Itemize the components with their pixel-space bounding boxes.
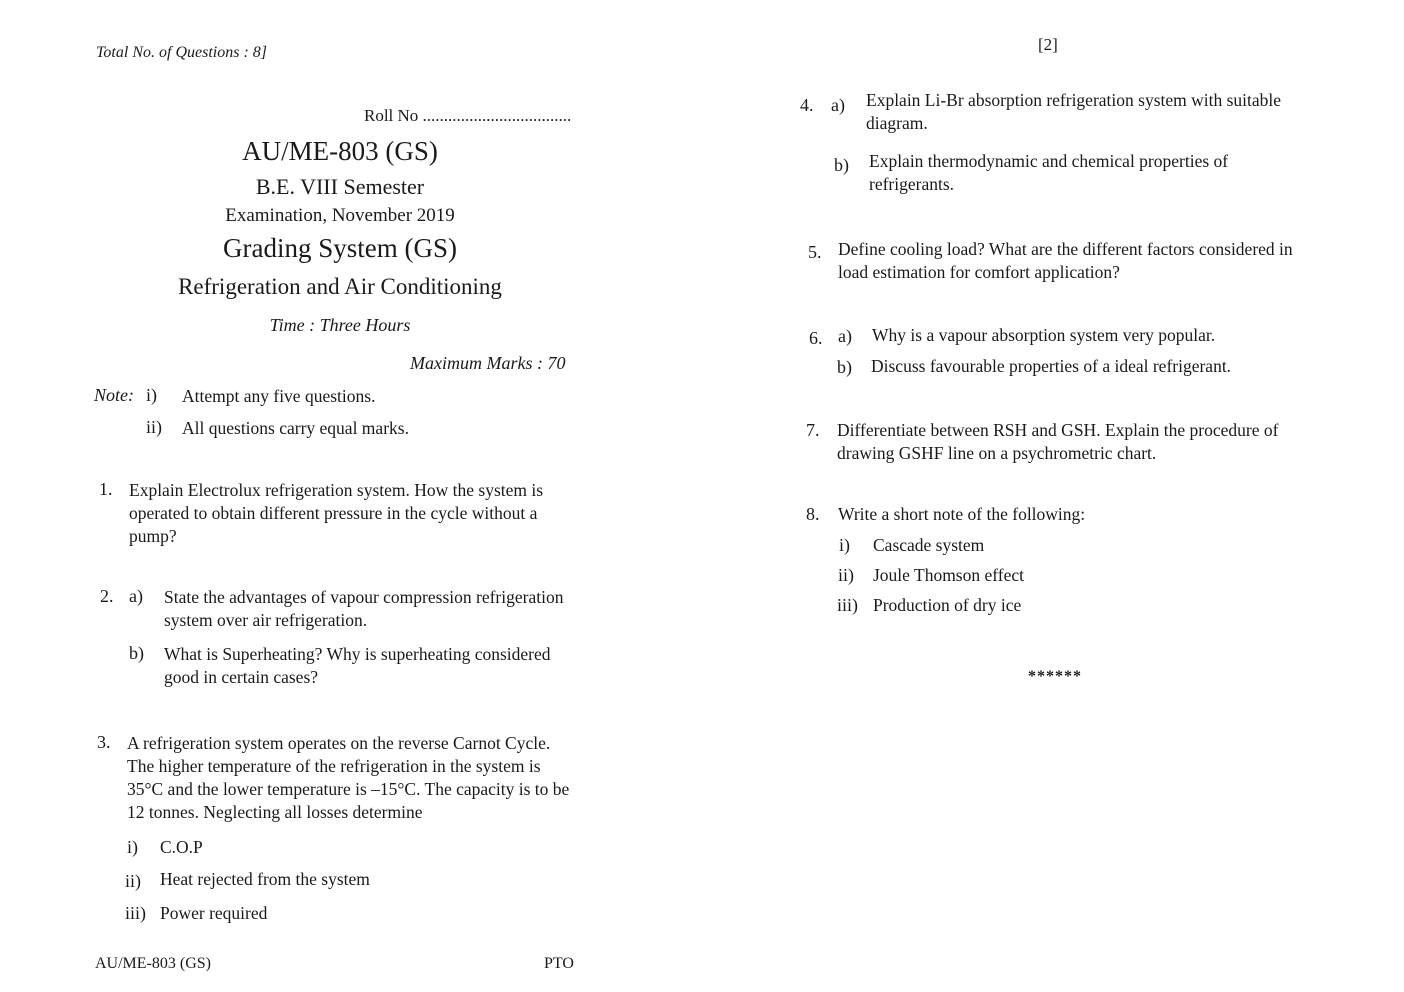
note-item-text: All questions carry equal marks. [182,418,409,438]
grading-system: Grading System (GS) [223,233,457,263]
subpart-text: Discuss favourable properties of a ideal refrigerant. [871,356,1232,376]
subpart-label: iii) [837,595,858,615]
question-text: Define cooling load? What are the different factors considered in load estimation for comfort application? [838,239,1293,282]
subpart-text: Joule Thomson effect [873,565,1024,585]
right-page [700,0,1404,992]
question-number: 2. [100,586,114,606]
subpart-text: Heat rejected from the system [160,869,370,889]
max-marks: Maximum Marks : 70 [410,353,566,373]
subpart-text: Production of dry ice [873,595,1022,615]
question-number: 1. [99,479,113,499]
semester: B.E. VIII Semester [255,174,425,199]
subpart-label: ii) [125,871,141,891]
subpart-text: Cascade system [873,535,985,555]
subpart-label: iii) [125,903,146,923]
roll-no-field: Roll No ................................... [364,106,572,125]
subject-title: Refrigeration and Air Conditioning [178,274,502,299]
note-label: Note: [94,385,134,405]
footer-pto: PTO [544,955,574,972]
subpart-text: What is Superheating? Why is superheating considered good in certain cases? [164,644,551,687]
question-text: Explain Electrolux refrigeration system. How the system is operated to obtain different pressure in the cycle without a pump? [129,480,544,546]
page-number: [2] [1038,35,1058,54]
subpart-text: State the advantages of vapour compression refrigeration system over air refrigeration. [164,587,564,630]
question-number: 4. [800,95,814,115]
note-item-num: ii) [146,417,162,437]
subpart-text: C.O.P [160,837,203,857]
note-item-text: Attempt any five questions. [182,386,376,406]
subpart-label: a) [129,586,143,606]
subpart-label: a) [838,326,852,346]
subpart-text: Power required [160,903,268,923]
subpart-text: Explain thermodynamic and chemical properties of refrigerants. [869,151,1229,194]
subpart-label: b) [834,155,849,175]
question-number: 5. [808,242,822,262]
subpart-text: Why is a vapour absorption system very popular. [872,325,1216,345]
note-item-num: i) [146,385,157,405]
question-text: Write a short note of the following: [838,504,1086,524]
subpart-label: b) [837,357,852,377]
left-page [0,0,700,992]
subpart-label: ii) [838,565,854,585]
question-number: 8. [806,504,820,524]
question-number: 3. [97,732,111,752]
subpart-label: b) [129,643,144,663]
exam-time: Time : Three Hours [269,315,411,335]
question-number: 7. [806,420,820,440]
end-of-paper-mark: ****** [1028,668,1082,685]
examination: Examination, November 2019 [225,205,455,226]
subpart-text: Explain Li-Br absorption refrigeration system with suitable diagram. [866,90,1282,133]
question-number: 6. [809,328,823,348]
paper-code: AU/ME-803 (GS) [242,136,438,166]
question-text: A refrigeration system operates on the reverse Carnot Cycle. The higher temperature of the refrigeration in the system is 35°C and the lower temperature is –15°C. The capacity is to be 12 tonnes. Neglecting all losses determine [127,733,570,822]
subpart-label: i) [127,837,138,857]
total-questions: Total No. of Questions : 8] [96,44,267,61]
subpart-label: a) [831,95,845,115]
subpart-label: i) [839,535,850,555]
question-text: Differentiate between RSH and GSH. Explain the procedure of drawing GSHF line on a psychrometric chart. [837,420,1279,463]
footer-paper-code: AU/ME-803 (GS) [95,955,211,972]
